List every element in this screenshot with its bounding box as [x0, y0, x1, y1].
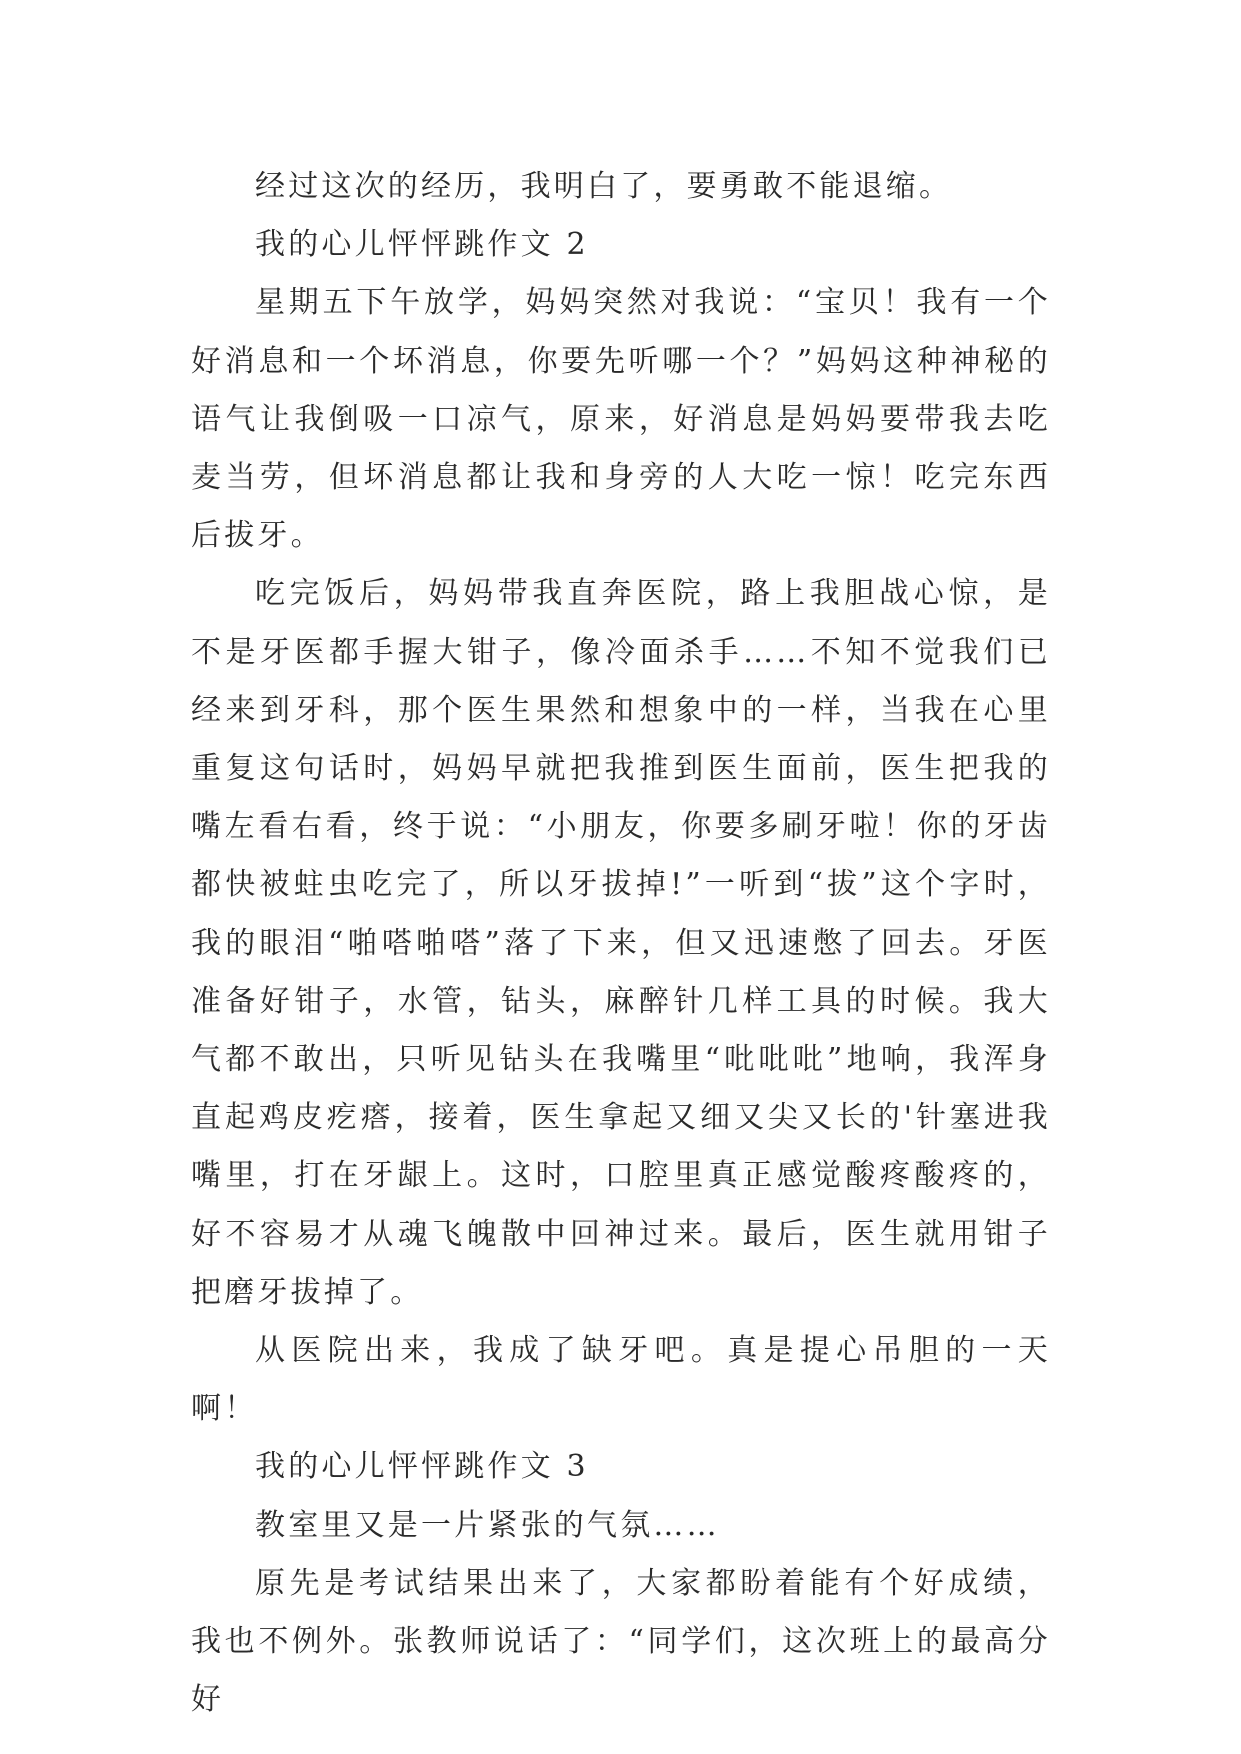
essay-title-3: 我的心儿怦怦跳作文 3 — [255, 1449, 589, 1485]
essay-title-2: 我的心儿怦怦跳作文 2 — [255, 227, 589, 263]
paragraph-exam: 原先是考试结果出来了，大家都盼着能有个好成绩，我也不例外。张教师说话了：“同学们，这次班上的最高分好 — [191, 1565, 1051, 1718]
essay-text — [191, 158, 1051, 1729]
paragraph-classroom: 教室里又是一片紧张的气氛…… — [255, 1507, 720, 1543]
paragraph-intro: 星期五下午放学，妈妈突然对我说：“宝贝！我有一个好消息和一个坏消息，你要先听哪一个？”妈妈这种神秘的语气让我倒吸一口凉气，原来，好消息是妈妈要带我去吃麦当劳，但坏消息都让我和身旁的人大吃一惊！吃完东西后拔牙。 — [191, 285, 1051, 554]
paragraph-ending: 从医院出来，我成了缺牙吧。真是提心吊胆的一天啊！ — [191, 1333, 1051, 1427]
paragraph-conclusion: 经过这次的经历，我明白了，要勇敢不能退缩。 — [255, 169, 953, 204]
paragraph-hospital: 吃完饭后，妈妈带我直奔医院，路上我胆战心惊，是不是牙医都手握大钳子，像冷面杀手……不知不觉我们已经来到牙科，那个医生果然和想象中的一样，当我在心里重复这句话时，妈妈早就把我推到医生面前，医生把我的嘴左看右看，终于说：“小朋友，你要多刷牙啦！你的牙齿都快被蛀虫吃完了，所以牙拔掉!”一听到“拔”这个字时，我的眼泪“啪嗒啪嗒”落了下来，但又迅速憋了回去。牙医准备好钳子，水管，钻头，麻醉针几样工具的时候。我大气都不敢出，只听见钻头在我嘴里“吡吡吡”地响，我浑身直起鸡皮疙瘩，接着，医生拿起又细又尖又长的'针塞进我嘴里，打在牙龈上。这时，口腔里真正感觉酸疼酸疼的，好不容易才从魂飞魄散中回神过来。最后，医生就用钳子把磨牙拔掉了。 — [191, 576, 1051, 1310]
